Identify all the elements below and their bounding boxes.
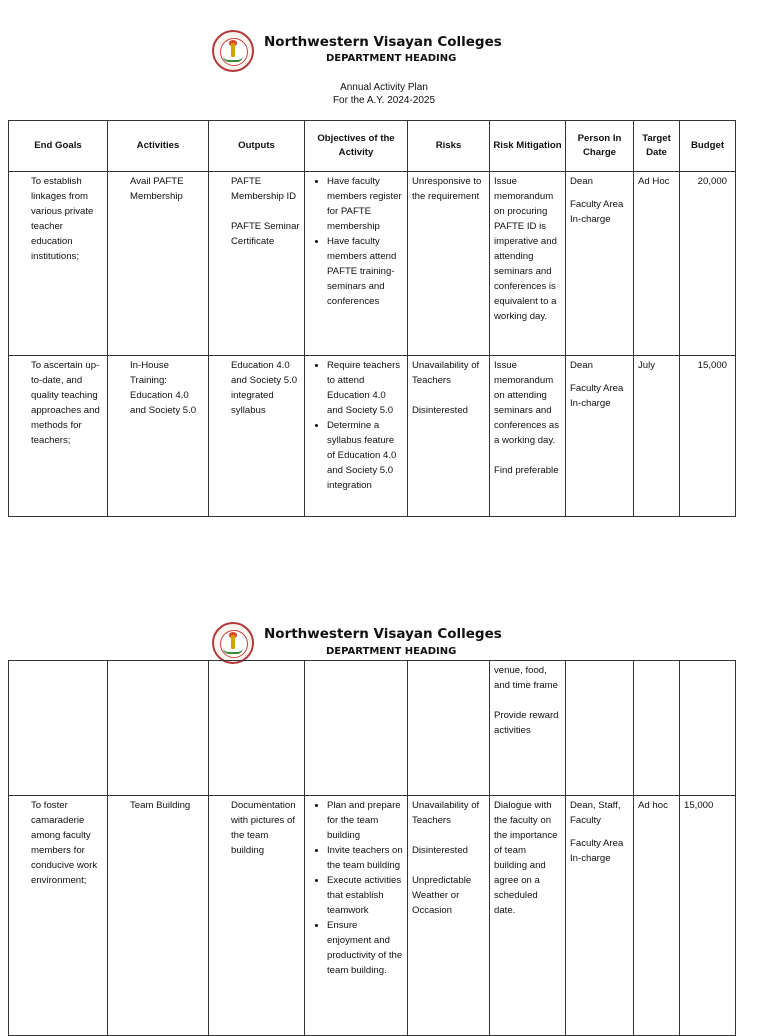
objective-item: • Ensure enjoyment and productivity of the team building. bbox=[327, 918, 403, 978]
column-header: Activities bbox=[108, 121, 209, 172]
mitigation-item: Issue memorandum on attending seminars and conferences as a working day. bbox=[494, 360, 560, 446]
mitigation-cell bbox=[490, 356, 566, 517]
mitigation-cell bbox=[490, 796, 566, 1036]
column-header: Person In Charge bbox=[566, 121, 634, 172]
risks-cell bbox=[408, 172, 490, 356]
table-row-continued bbox=[9, 661, 736, 796]
risk-item: Unpredictable Weather or Occasion bbox=[412, 875, 472, 916]
table-row bbox=[9, 172, 736, 356]
person-cell bbox=[566, 172, 634, 356]
target-date-cell: Ad hoc bbox=[634, 796, 680, 1036]
objective-item: • Invite teachers on the team building bbox=[327, 843, 403, 873]
objective-item: • Have faculty members attend PAFTE training-seminars and conferences bbox=[327, 234, 403, 309]
mitigation-cell bbox=[490, 661, 566, 796]
activity-plan-table bbox=[8, 120, 736, 517]
person-item: Faculty Area In-charge bbox=[570, 838, 624, 864]
activity-cell: In-House Training: Education 4.0 and Society 5.0 bbox=[108, 356, 209, 517]
objectives-cell bbox=[305, 172, 408, 356]
mitigation-cell bbox=[490, 172, 566, 356]
person-item: Dean, Staff, Faculty bbox=[570, 800, 621, 826]
table-header-row bbox=[9, 121, 736, 172]
person-cell bbox=[566, 796, 634, 1036]
mitigation-item: Provide reward activities bbox=[494, 710, 559, 736]
plan-title: Annual Activity Plan bbox=[340, 82, 428, 93]
activity-cell: Team Building bbox=[108, 796, 209, 1036]
output-item: Documentation with pictures of the team building bbox=[231, 800, 296, 856]
person-item: Dean bbox=[570, 176, 593, 187]
output-item: PAFTE Seminar Certificate bbox=[231, 221, 300, 247]
column-header: Risks bbox=[408, 121, 490, 172]
risk-item: Unavailability of Teachers bbox=[412, 800, 480, 826]
mitigation-item: Dialogue with the faculty on the importance of team building and agree on a scheduled date. bbox=[494, 800, 558, 916]
outputs-cell bbox=[209, 356, 305, 517]
budget-cell: 15,000 bbox=[680, 356, 736, 517]
objectives-cell bbox=[305, 796, 408, 1036]
column-header: Budget bbox=[680, 121, 736, 172]
outputs-cell bbox=[209, 172, 305, 356]
person-item: Dean bbox=[570, 360, 593, 371]
outputs-cell bbox=[209, 796, 305, 1036]
objective-item: • Plan and prepare for the team building bbox=[327, 798, 403, 843]
output-item: PAFTE Membership ID bbox=[231, 176, 297, 202]
risk-item: Disinterested bbox=[412, 845, 468, 856]
budget-cell: 15,000 bbox=[680, 796, 736, 1036]
output-item: Education 4.0 and Society 5.0 integrated syllabus bbox=[231, 360, 298, 416]
end-goal-cell: To ascertain up-to-date, and quality teaching approaches and methods for teachers; bbox=[9, 356, 108, 517]
college-name: Northwestern Visayan Colleges bbox=[264, 626, 502, 642]
department-heading: DEPARTMENT HEADING bbox=[326, 646, 457, 657]
mitigation-item: venue, food, and time frame bbox=[494, 665, 558, 691]
mitigation-item: Find preferable bbox=[494, 465, 559, 476]
activity-plan-table-continued bbox=[8, 660, 736, 1036]
target-date-cell: July bbox=[634, 356, 680, 517]
end-goal-cell: To establish linkages from various private teacher education institutions; bbox=[9, 172, 108, 356]
risk-item: Unavailability of Teachers bbox=[412, 360, 480, 386]
objective-item: • Have faculty members register for PAFTE membership bbox=[327, 174, 403, 234]
department-heading: DEPARTMENT HEADING bbox=[326, 53, 457, 64]
mitigation-item: Issue memorandum on procuring PAFTE ID is imperative and attending seminars and conferences is equivalent to a working day. bbox=[494, 176, 557, 322]
risk-item: Unresponsive to the requirement bbox=[412, 176, 482, 202]
column-header: Outputs bbox=[209, 121, 305, 172]
table-row bbox=[9, 796, 736, 1036]
activity-cell: Avail PAFTE Membership bbox=[108, 172, 209, 356]
column-header: Objectives of the Activity bbox=[305, 121, 408, 172]
budget-cell: 20,000 bbox=[680, 172, 736, 356]
person-item: Faculty Area In-charge bbox=[570, 199, 624, 225]
risks-cell bbox=[408, 796, 490, 1036]
objectives-cell bbox=[305, 356, 408, 517]
document-page-2 bbox=[0, 580, 768, 1024]
table-row bbox=[9, 356, 736, 517]
person-item: Faculty Area In-charge bbox=[570, 383, 624, 409]
risks-cell bbox=[408, 356, 490, 517]
person-cell bbox=[566, 356, 634, 517]
objective-item: • Execute activities that establish teamwork bbox=[327, 873, 403, 918]
college-seal-icon bbox=[212, 622, 254, 664]
target-date-cell: Ad Hoc bbox=[634, 172, 680, 356]
academic-year: For the A.Y. 2024-2025 bbox=[332, 95, 436, 106]
objective-item: • Determine a syllabus feature of Education 4.0 and Society 5.0 integration bbox=[327, 418, 403, 493]
college-name: Northwestern Visayan Colleges bbox=[264, 34, 502, 50]
risk-item: Disinterested bbox=[412, 405, 468, 416]
column-header: End Goals bbox=[9, 121, 108, 172]
column-header: Target Date bbox=[634, 121, 680, 172]
college-seal-icon bbox=[212, 30, 254, 72]
end-goal-cell: To foster camaraderie among faculty members for conducive work environment; bbox=[9, 796, 108, 1036]
column-header: Risk Mitigation bbox=[490, 121, 566, 172]
objective-item: • Require teachers to attend Education 4.0 and Society 5.0 bbox=[327, 358, 403, 418]
